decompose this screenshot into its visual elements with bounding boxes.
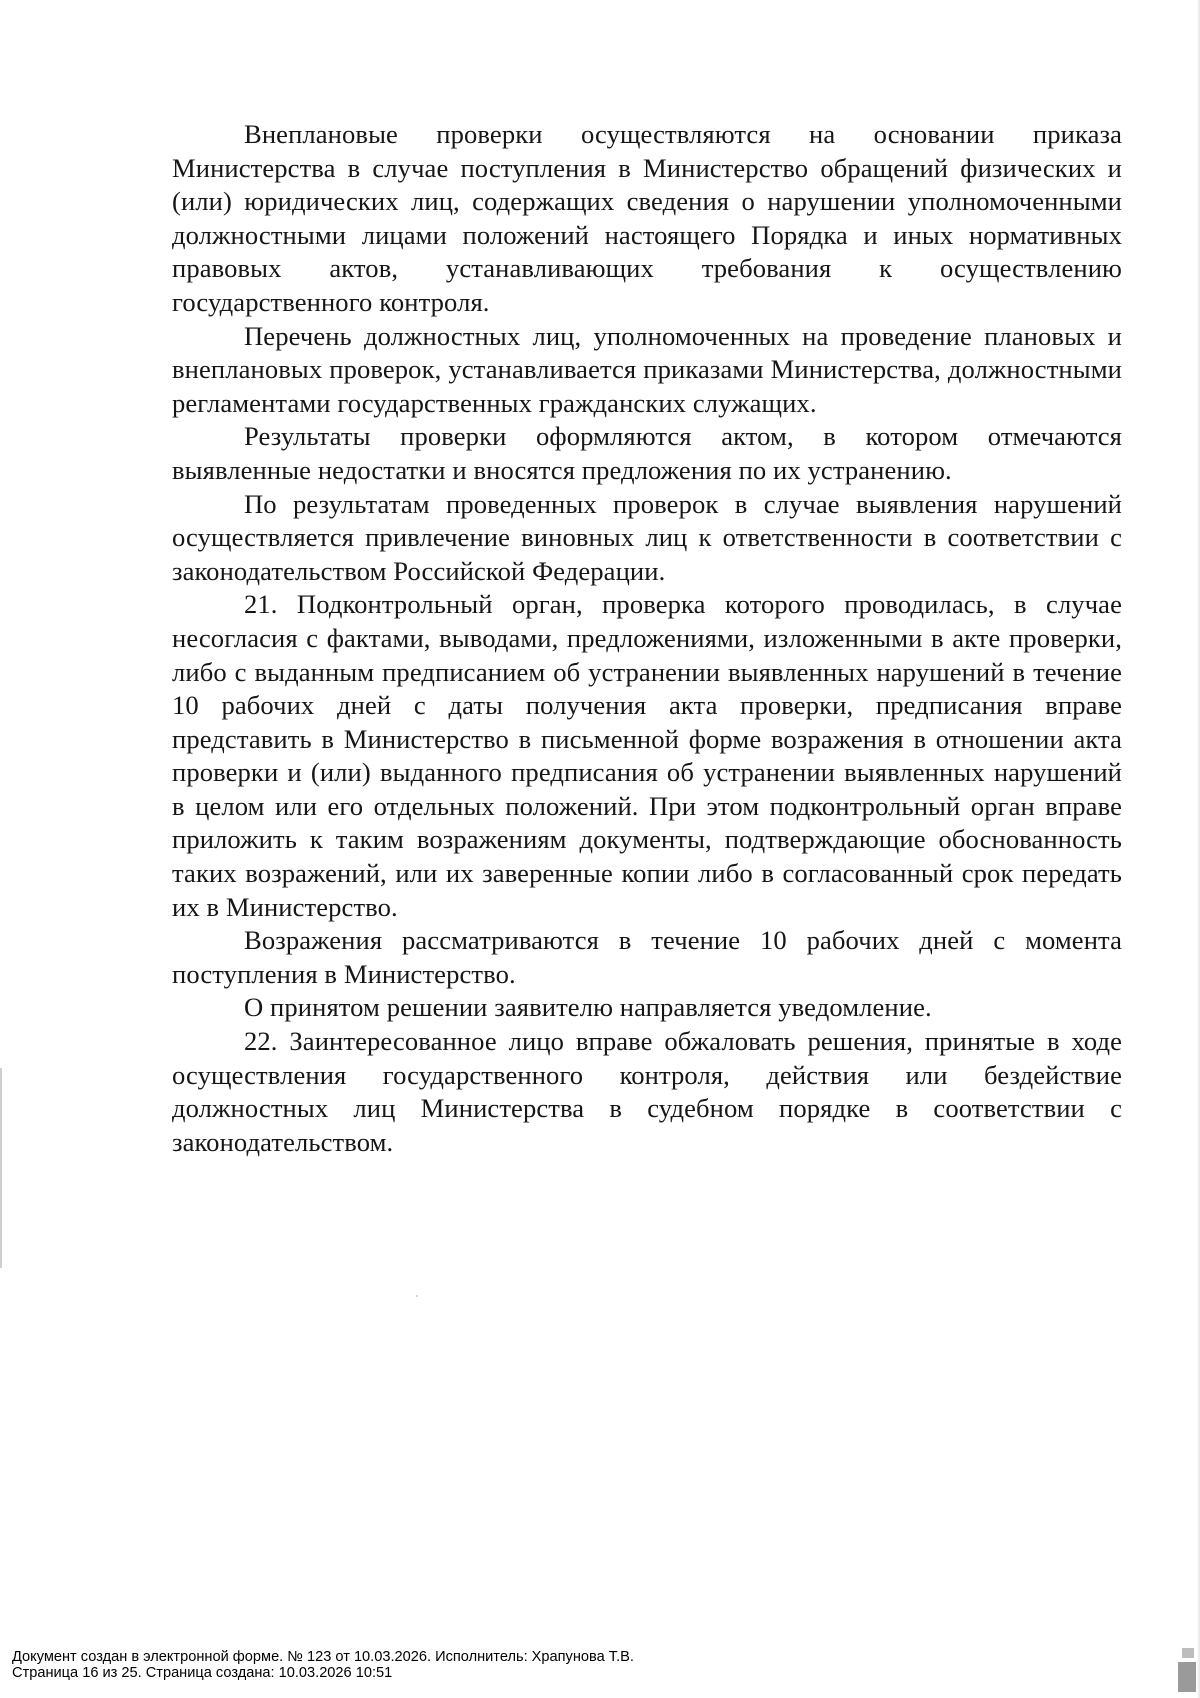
paragraph-liability: По результатам проведенных проверок в случае выявления нарушений осуществляется привлечение виновных лиц к ответственности в соответствии с законодательством Российской Федерации.	[172, 488, 1122, 586]
corner-mark-top	[1182, 1648, 1194, 1658]
document-body	[172, 118, 1122, 1159]
paragraph-unplanned-inspections: Внеплановые проверки осуществляются на основании приказа Министерства в случае поступления в Министерство обращений физических и (или) юридических лиц, содержащих сведения о нарушении уполномоченными должностными лицами положений настоящего Порядка и иных нормативных правовых актов, устанавливающих требования к осуществлению государственного контроля.	[172, 119, 1122, 317]
paragraph-decision-notice: О принятом решении заявителю направляется уведомление.	[244, 992, 932, 1023]
scan-speck	[416, 1295, 418, 1297]
paragraph-inspection-results: Результаты проверки оформляются актом, в котором отмечаются выявленные недостатки и вносятся предложения по их устранению.	[172, 421, 1122, 485]
footer-document-info: Документ создан в электронной форме. № 123 от 10.03.2026. Исполнитель: Храпунова Т.В.	[12, 1649, 634, 1665]
paragraph-authorized-officials: Перечень должностных лиц, уполномоченных на проведение плановых и внеплановых проверок, устанавливается приказами Министерства, должностными регламентами государственных гражданских служащих.	[172, 320, 1122, 418]
paragraph-item-22-appeal: 22. Заинтересованное лицо вправе обжаловать решения, принятые в ходе осуществления государственного контроля, действия или бездействие должностных лиц Министерства в судебном порядке в соответствии с законодательством.	[172, 1026, 1122, 1157]
paragraph-item-21-objections: 21. Подконтрольный орган, проверка которого проводилась, в случае несогласия с фактами, выводами, предложениями, изложенными в акте проверки, либо с выданным предписанием об устранении выявленных нарушений в течение 10 рабочих дней с даты получения акта проверки, предписания вправе представить в Министерство в письменной форме возражения в отношении акта проверки и (или) выданного предписания об устранении выявленных нарушений в целом или его отдельных положений. При этом подконтрольный орган вправе приложить к таким возражениям документы, подтверждающие обоснованность таких возражений, или их заверенные копии либо в согласованный срок передать их в Министерство.	[172, 589, 1122, 922]
document-footer	[12, 1649, 1162, 1681]
footer-page-info: Страница 16 из 25. Страница создана: 10.03.2026 10:51	[12, 1665, 393, 1681]
scan-left-edge	[0, 1068, 2, 1268]
paragraph-objections-review: Возражения рассматриваются в течение 10 рабочих дней с момента поступления в Министерство.	[172, 925, 1122, 989]
scan-corner-mark	[1178, 1648, 1196, 1692]
corner-mark-bottom	[1178, 1662, 1196, 1692]
